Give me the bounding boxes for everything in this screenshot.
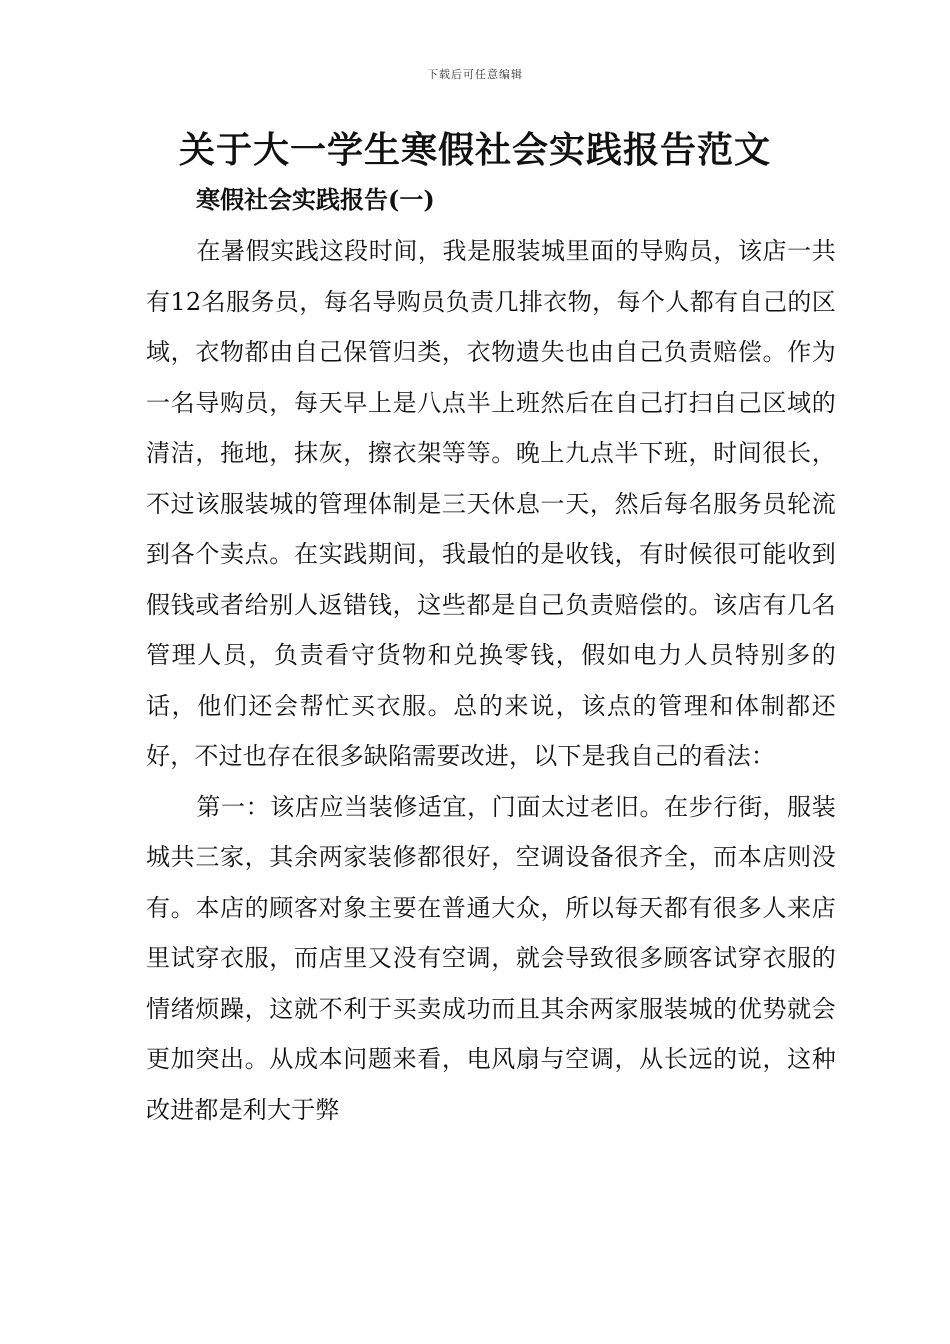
header-note: 下载后可任意编辑 <box>427 68 523 81</box>
paragraph-2: 第一：该店应当装修适宜，门面太过老旧。在步行街，服装城共三家，其余两家装修都很好，空调设备很齐全，而本店则没有。本店的顾客对象主要在普通大众，所以每天都有很多人来店里试穿衣服，而店里又没有空调，就会导致很多顾客试穿衣服的情绪烦躁，这就不利于买卖成功而且其余两家服装城的优势就会更加突出。从成本问题来看，电风扇与空调，从长远的说，这种改进都是利大于弊 <box>146 792 836 1124</box>
document-body <box>146 226 836 1135</box>
document-subtitle: 寒假社会实践报告(一) <box>196 185 435 214</box>
paragraph-1: 在暑假实践这段时间，我是服装城里面的导购员，该店一共有12名服务员，每名导购员负责几排衣物，每个人都有自己的区域，衣物都由自己保管归类，衣物遗失也由自己负责赔偿。作为一名导购员，每天早上是八点半上班然后在自己打扫自己区域的清洁，拖地，抹灰，擦衣架等等。晚上九点半下班，时间很长，不过该服装城的管理体制是三天休息一天，然后每名服务员轮流到各个卖点。在实践期间，我最怕的是收钱，有时候很可能收到假钱或者给别人返错钱，这些都是自己负责赔偿的。该店有几名管理人员，负责看守货物和兑换零钱，假如电力人员特别多的话，他们还会帮忙买衣服。总的来说，该点的管理和体制都还好，不过也存在很多缺陷需要改进，以下是我自己的看法： <box>146 237 836 770</box>
document-title: 关于大一学生寒假社会实践报告范文 <box>178 130 771 171</box>
